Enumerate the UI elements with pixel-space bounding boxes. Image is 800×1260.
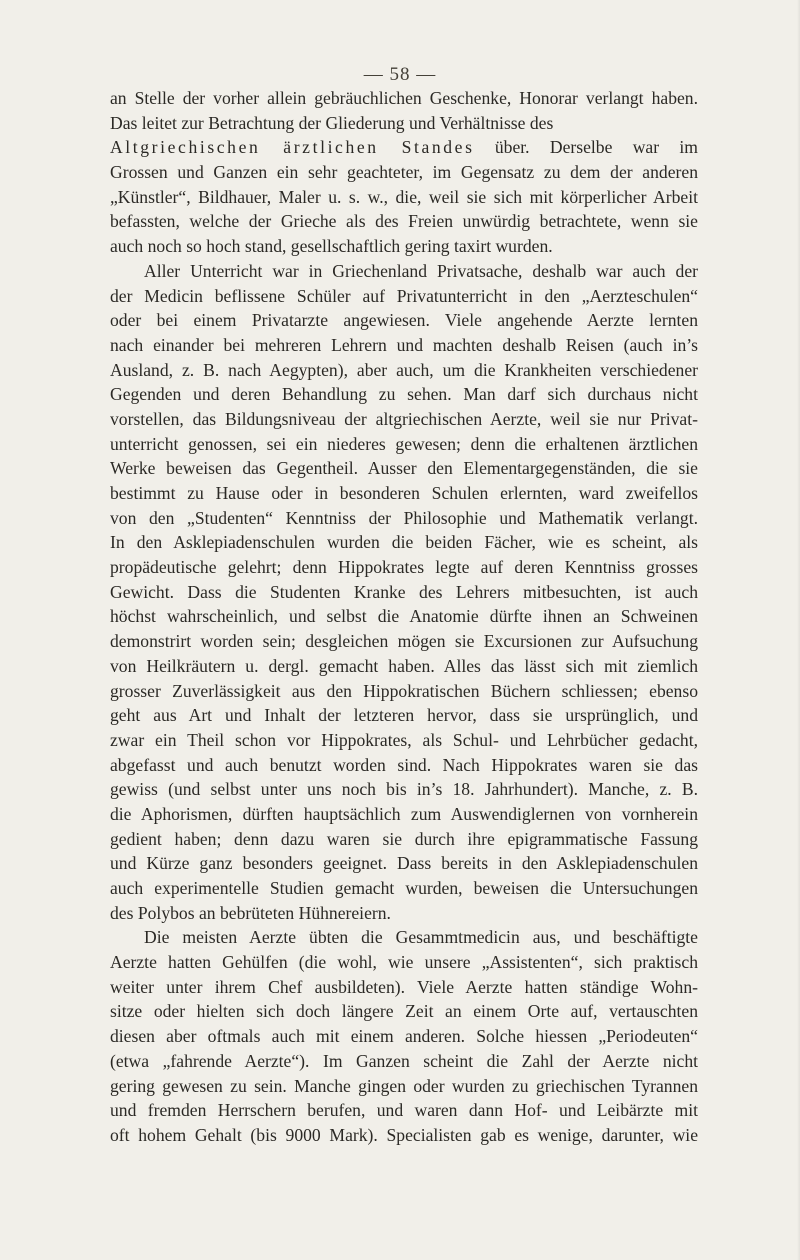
text-line: weiter unter ihrem Chef ausbildeten). Viele Aerzte hatten ständige Wohn-: [110, 976, 698, 997]
text-line: sitze oder hielten sich doch längere Zeit an einem Orte auf, vertauschten: [110, 1001, 698, 1022]
text-line: von den „Studenten“ Kenntniss der Philosophie und Mathematik verlangt.: [110, 507, 698, 528]
text-line-spaced: [110, 135, 698, 160]
text-line: (etwa „fahrende Aerzte“). Im Ganzen scheint die Zahl der Aerzte nicht: [110, 1050, 698, 1071]
text-line: Aerzte hatten Gehülfen (die wohl, wie unsere „Assistenten“, sich praktisch: [110, 952, 698, 973]
text-line: Die meisten Aerzte übten die Gesammtmedicin aus, und beschäftigte: [144, 927, 698, 948]
text-line: nach einander bei mehreren Lehrern und machten deshalb Reisen (auch in’s: [110, 334, 698, 355]
text-line: Gegenden und deren Behandlung zu sehen. Man darf sich durchaus nicht: [110, 384, 698, 405]
text-line: des Polybos an bebrüteten Hühnereiern.: [110, 902, 391, 923]
text-line: bestimmt zu Hause oder in besonderen Schulen erlernten, ward zweifellos: [110, 483, 698, 503]
text-line: „Künstler“, Bildhauer, Maler u. s. w., die, weil sie sich mit körperlicher Arbeit: [110, 186, 698, 207]
page-number: — 58 —: [363, 64, 437, 85]
text-line: diesen aber oftmals auch mit einem anderen. Solche hiessen „Periodeuten“: [110, 1026, 698, 1047]
text-line: Grossen und Ganzen ein sehr geachteter, im Gegensatz zu dem der anderen: [110, 162, 698, 183]
text-line: Gewicht. Dass die Studenten Kranke des Lehrers mitbesuchten, ist auch: [110, 581, 698, 602]
spaced-emphasis: Altgriechischen ärztlichen Standes: [110, 137, 475, 158]
text-line: auch experimentelle Studien gemacht wurden, beweisen die Untersuchungen: [110, 878, 698, 898]
text-line: die Aphorismen, dürften hauptsächlich zum Auswendiglernen von vornherein: [110, 803, 698, 824]
body-text: [110, 86, 698, 1148]
text-line: und fremden Herrschern berufen, und waren dann Hof- und Leibärzte mit: [110, 1100, 698, 1121]
text-line: der Medicin beflissene Schüler auf Privatunterricht in den „Aerzteschulen“: [110, 285, 698, 306]
text-line: gering gewesen zu sein. Manche gingen oder wurden zu griechischen Tyrannen: [110, 1075, 698, 1096]
text-line: demonstrirt worden sein; desgleichen mögen sie Excursionen zur Aufsuchung: [110, 631, 698, 652]
text-line: In den Asklepiadenschulen wurden die beiden Fächer, wie es scheint, als: [110, 532, 698, 553]
text-line: befassten, welche der Grieche als des Freien unwürdig betrachtete, wenn sie: [110, 211, 698, 232]
text-line: auch noch so hoch stand, gesellschaftlich gering taxirt wurden.: [110, 236, 553, 257]
text-line: gewiss (und selbst unter uns noch bis in’s 18. Jahrhundert). Manche, z. B.: [110, 779, 698, 800]
text-line: Werke beweisen das Gegentheil. Ausser den Elementargegenständen, die sie: [110, 458, 698, 479]
text-line: grosser Zuverlässigkeit aus den Hippokratischen Büchern schliessen; ebenso: [110, 680, 698, 701]
text-line: und Kürze ganz besonders geeignet. Dass bereits in den Asklepiadenschulen: [110, 853, 698, 874]
text-line: Das leitet zur Betrachtung der Gliederung und Verhältnisse des: [110, 112, 554, 133]
text-line: vorstellen, das Bildungsniveau der altgriechischen Aerzte, weil sie nur Privat-: [110, 408, 698, 429]
text-line: Aller Unterricht war in Griechenland Privatsache, deshalb war auch der: [144, 260, 698, 281]
text-line: propädeutische gelehrt; denn Hippokrates legte auf deren Kenntniss grosses: [110, 557, 698, 578]
text-line: geht aus Art und Inhalt der letzteren hervor, dass sie ursprünglich, und: [110, 705, 698, 726]
text-line: höchst wahrscheinlich, und selbst die Anatomie dürfte ihnen an Schweinen: [110, 606, 698, 627]
text-line: oft hohem Gehalt (bis 9000 Mark). Specialisten gab es wenige, darunter, wie: [110, 1124, 698, 1145]
text-line: von Heilkräutern u. dergl. gemacht haben. Alles das lässt sich mit ziemlich: [110, 655, 698, 676]
text-line: an Stelle der vorher allein gebräuchlichen Geschenke, Honorar verlangt haben.: [110, 88, 698, 108]
text-line: oder bei einem Privatarzte angewiesen. Viele angehende Aerzte lernten: [110, 310, 698, 331]
text-line: gedient haben; denn dazu waren sie durch ihre epigrammatische Fassung: [110, 828, 698, 849]
text-line: zwar ein Theil schon vor Hippokrates, als Schul- und Lehrbücher gedacht,: [110, 729, 698, 750]
text-line: Ausland, z. B. nach Aegypten), aber auch, um die Krankheiten verschiedener: [110, 359, 698, 380]
text-line: abgefasst und auch benutzt worden sind. Nach Hippokrates waren sie das: [110, 754, 698, 775]
text-line: unterricht genossen, sei ein niederes gewesen; denn die erhaltenen ärztlichen: [110, 433, 698, 454]
text-line-tail: über. Derselbe war im: [494, 137, 698, 158]
